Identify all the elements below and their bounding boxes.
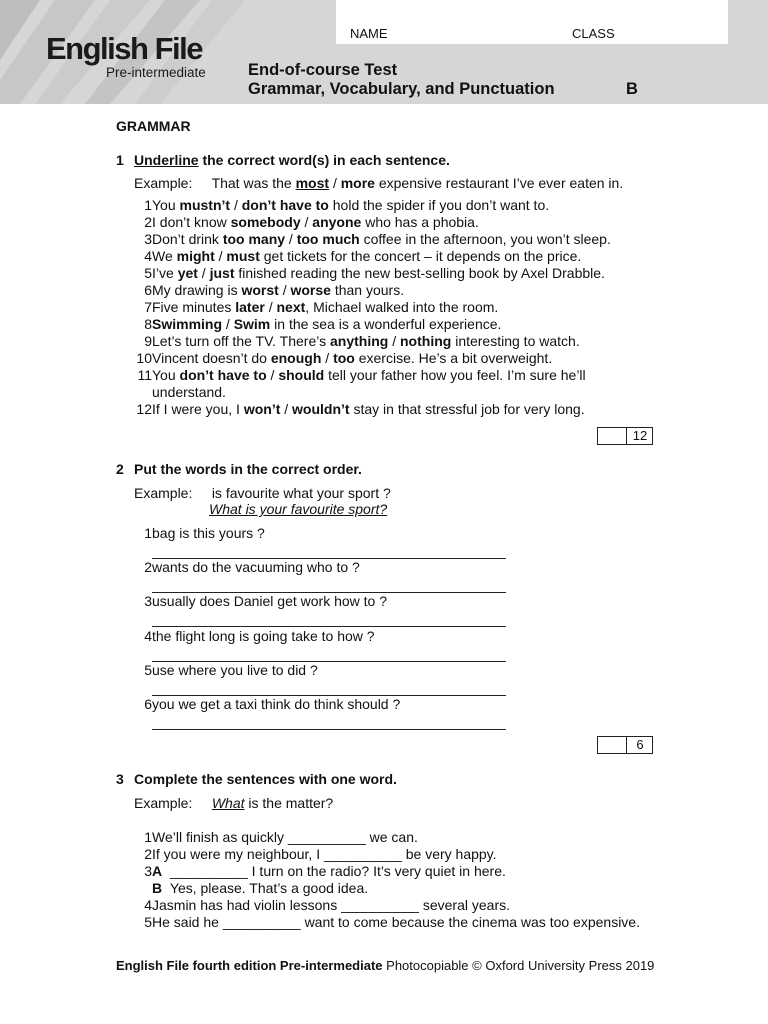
item-number: 2 [144, 846, 152, 862]
question-3-example: Example: What is the matter? [134, 795, 334, 811]
option-2: anyone [312, 214, 362, 230]
option-2: too [333, 350, 355, 366]
footer: English File fourth edition Pre-intermediate Photocopiable © Oxford University Press 2019 [116, 958, 655, 973]
item-number: 6 [144, 282, 152, 298]
item-words: bag is this yours ? [152, 525, 265, 541]
item-number: 11 [137, 367, 152, 383]
sentence: If you were my neighbour, I __________ be very happy. [152, 846, 497, 862]
item-number: 1 [144, 525, 152, 541]
item-pre: We [152, 248, 177, 264]
item-text [152, 829, 418, 846]
sentence: We’ll finish as quickly __________ we can. [152, 829, 418, 845]
item-text [152, 333, 580, 350]
option-separator: / [300, 214, 313, 230]
logo [46, 32, 206, 80]
option-separator: / [285, 231, 297, 247]
item-text [152, 914, 640, 931]
item-pre: I’ve [152, 265, 178, 281]
item-text [152, 316, 501, 333]
item-pre: You [152, 367, 180, 383]
item-number: 6 [144, 696, 152, 712]
item-number: 4 [144, 627, 152, 644]
item-number: 5 [144, 914, 152, 930]
item-words: you we get a taxi think do think should ? [152, 696, 401, 712]
item-text [152, 863, 506, 880]
item-number: 10 [136, 350, 152, 366]
item-number: 9 [144, 333, 152, 349]
item-text [152, 231, 611, 248]
item-pre: You [152, 197, 180, 213]
item-number: 12 [136, 401, 152, 417]
question-2-example-answer: What is your favourite sport? [209, 501, 388, 517]
question-1-item [118, 197, 550, 214]
item-pre: I don’t know [152, 214, 231, 230]
item-text [152, 401, 585, 418]
item-post: hold the spider if you don’t want to. [328, 197, 550, 213]
question-3-item [118, 846, 497, 863]
option-1: won’t [243, 401, 281, 417]
name-class-box [336, 0, 728, 44]
question-1-item [118, 316, 502, 333]
question-2-item [118, 593, 388, 610]
question-3-item [118, 829, 418, 846]
option-separator: / [264, 299, 277, 315]
item-text [152, 299, 498, 316]
question-1-example: Example: That was the most / more expensive restaurant I’ve ever eaten in. [134, 175, 624, 191]
name-label: NAME [350, 26, 388, 41]
speaker-label: B [152, 880, 163, 896]
item-post: than yours. [330, 282, 405, 298]
option-1: later [235, 299, 265, 315]
option-1: mustn’t [179, 197, 231, 213]
question-1-score: 12 [626, 428, 653, 444]
item-number: 7 [144, 299, 152, 315]
test-version: B [626, 80, 638, 98]
item-pre: My drawing is [152, 282, 242, 298]
question-1-item [118, 384, 226, 401]
option-separator: / [388, 333, 400, 349]
option-2: nothing [400, 333, 452, 349]
item-text [152, 282, 404, 299]
question-3-instruction: 3 Complete the sentences with one word. [116, 771, 397, 787]
item-words: use where you live to did ? [152, 661, 318, 678]
option-2: next [276, 299, 306, 315]
item-words: wants do the vacuuming who to ? [152, 559, 360, 576]
option-1: enough [270, 350, 322, 366]
item-text [152, 384, 226, 401]
option-2: don’t have to [241, 197, 329, 213]
item-text [152, 350, 552, 367]
option-1: somebody [230, 214, 301, 230]
item-number: 5 [144, 265, 152, 281]
sentence: Jasmin has had violin lessons __________ several years. [152, 897, 510, 913]
item-text [152, 367, 586, 384]
item-text [152, 214, 479, 231]
option-1: yet [177, 265, 198, 281]
item-number: 1 [144, 197, 152, 213]
option-2: must [226, 248, 260, 264]
question-2-item [118, 559, 360, 576]
item-post: tell your father how you feel. I’m sure he’ll [324, 367, 586, 383]
question-2-score-box [597, 736, 653, 754]
item-text [152, 880, 368, 897]
item-number: 1 [144, 829, 152, 845]
option-2: worse [290, 282, 331, 298]
item-pre: understand. [152, 384, 226, 400]
sentence: He said he __________ want to come because the cinema was too expensive. [152, 914, 640, 930]
item-number: 2 [144, 214, 152, 230]
question-1-item [118, 248, 582, 265]
option-separator: / [321, 350, 334, 366]
option-separator: / [278, 282, 291, 298]
question-1-item [118, 333, 580, 350]
question-1-item [118, 299, 499, 316]
option-1: too many [222, 231, 286, 247]
question-1-item [118, 401, 585, 418]
item-number: 3 [144, 593, 152, 610]
question-1-item [118, 265, 605, 282]
answer-line [152, 728, 506, 730]
option-2: too much [296, 231, 360, 247]
sentence: Yes, please. That’s a good idea. [169, 880, 369, 896]
option-1: don’t have to [179, 367, 267, 383]
page-header [0, 0, 768, 104]
question-3-item [118, 897, 510, 914]
item-post: exercise. He’s a bit overweight. [354, 350, 553, 366]
logo-subtitle: Pre-intermediate [106, 65, 206, 80]
item-post: get tickets for the concert – it depends on the price. [259, 248, 582, 264]
item-text [152, 197, 549, 214]
item-text [152, 846, 497, 863]
item-pre: Don’t drink [152, 231, 223, 247]
question-3-item [118, 880, 369, 897]
item-post: stay in that stressful job for very long. [349, 401, 585, 417]
item-post: interesting to watch. [451, 333, 580, 349]
question-1-item [118, 231, 611, 248]
option-2: Swim [233, 316, 271, 332]
item-post: coffee in the afternoon, you won’t sleep. [359, 231, 611, 247]
question-2-score: 6 [626, 737, 653, 753]
item-pre: If I were you, I [152, 401, 244, 417]
option-separator: / [266, 367, 279, 383]
question-2-item [118, 627, 375, 645]
question-2-instruction: 2 Put the words in the correct order. [116, 461, 362, 477]
question-2-item [118, 696, 401, 713]
question-1-score-box [597, 427, 653, 445]
item-pre: Let’s turn off the TV. There’s [152, 333, 330, 349]
item-text [152, 897, 510, 914]
item-words: the flight long is going take to how ? [152, 627, 375, 644]
sentence: __________ I turn on the radio? It’s very quiet in here. [169, 863, 506, 879]
question-3-item [118, 863, 506, 880]
question-1-item [118, 367, 586, 384]
item-number: 3 [144, 231, 152, 247]
section-title: GRAMMAR [116, 118, 191, 134]
class-label: CLASS [572, 26, 615, 41]
option-2: should [278, 367, 325, 383]
item-pre: Five minutes [152, 299, 236, 315]
item-pre: Vincent doesn’t do [152, 350, 271, 366]
item-text [152, 265, 605, 282]
question-2-item [118, 661, 318, 679]
item-number: 4 [144, 248, 152, 264]
speaker-label: A [152, 863, 163, 879]
option-1: Swimming [152, 316, 223, 332]
option-2: wouldn’t [292, 401, 350, 417]
item-post: in the sea is a wonderful experience. [270, 316, 502, 332]
item-number: 4 [144, 897, 152, 913]
option-1: anything [329, 333, 389, 349]
logo-title: English File [46, 31, 202, 66]
question-3-item [118, 914, 640, 931]
question-1-instruction: 1 Underline the correct word(s) in each sentence. [116, 152, 450, 168]
question-1-item [118, 282, 405, 299]
option-1: worst [241, 282, 279, 298]
item-text [152, 248, 581, 265]
item-post: , Michael walked into the room. [305, 299, 499, 315]
item-number: 3 [144, 863, 152, 879]
option-separator: / [214, 248, 227, 264]
option-separator: / [197, 265, 210, 281]
test-title: End-of-course Test [248, 61, 398, 79]
question-2-example: Example: is favourite what your sport ? [134, 485, 391, 501]
item-words: usually does Daniel get work how to ? [152, 593, 388, 610]
item-number: 2 [144, 559, 152, 576]
question-1-item [118, 214, 479, 231]
option-separator: / [222, 316, 234, 332]
item-number: 5 [144, 661, 152, 678]
item-post: who has a phobia. [361, 214, 479, 230]
option-separator: / [230, 197, 242, 213]
option-separator: / [280, 401, 293, 417]
option-1: might [176, 248, 215, 264]
question-1-item [118, 350, 553, 367]
question-2-item [118, 525, 265, 542]
test-subtitle: Grammar, Vocabulary, and Punctuation [248, 80, 555, 98]
item-number: 8 [144, 316, 152, 332]
option-2: just [209, 265, 235, 281]
item-post: finished reading the new best-selling book by Axel Drabble. [234, 265, 605, 281]
